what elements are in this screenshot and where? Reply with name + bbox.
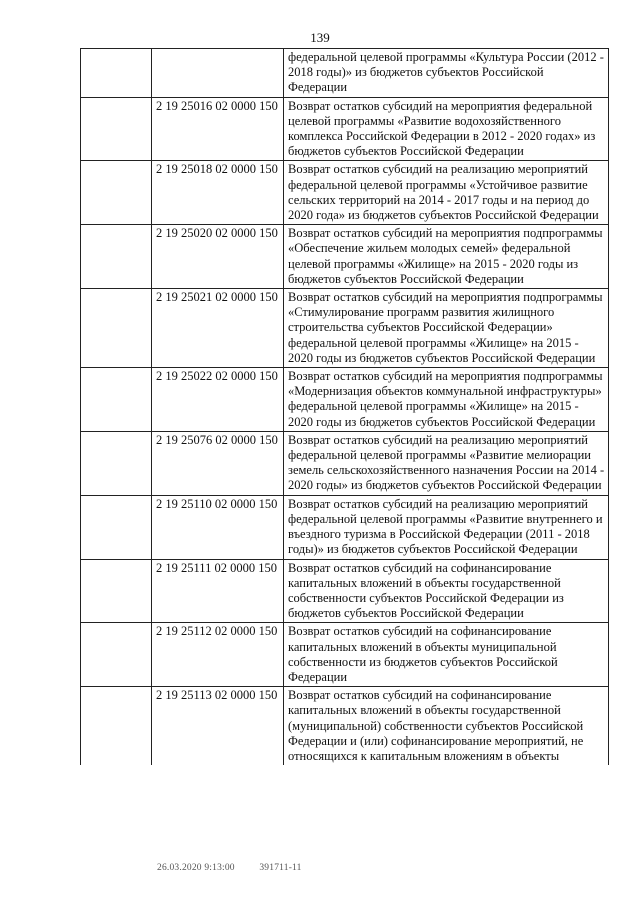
empty-cell <box>81 225 152 289</box>
table-row <box>81 289 609 368</box>
empty-cell <box>81 495 152 559</box>
description-cell: Возврат остатков субсидий на мероприятия подпрограммы «Обеспечение жильем молодых семей» федеральной целевой программы «Жилище» на 2015 - 2020 годы из бюджетов субъектов Российской Федерации <box>284 225 609 289</box>
empty-cell <box>81 49 152 98</box>
page-footer <box>157 863 324 873</box>
budget-code-cell: 2 19 25020 02 0000 150 <box>152 225 284 289</box>
table-row <box>81 559 609 623</box>
empty-cell <box>81 431 152 495</box>
description-cell: Возврат остатков субсидий на реализацию мероприятий федеральной целевой программы «Устойчивое развитие сельских территорий на 2014 - 2017 годы и на период до 2020 года» из бюджетов субъектов Российской Федерации <box>284 161 609 225</box>
description-cell: Возврат остатков субсидий на софинансирование капитальных вложений в объекты государственной собственности субъектов Российской Федерации из бюджетов субъектов Российской Федерации <box>284 559 609 623</box>
table-row <box>81 161 609 225</box>
empty-cell <box>81 289 152 368</box>
empty-cell <box>81 368 152 432</box>
table-row <box>81 623 609 687</box>
budget-code-cell: 2 19 25022 02 0000 150 <box>152 368 284 432</box>
budget-code-cell: 2 19 25076 02 0000 150 <box>152 431 284 495</box>
description-cell: Возврат остатков субсидий на софинансирование капитальных вложений в объекты муниципальной собственности из бюджетов субъектов Российской Федерации <box>284 623 609 687</box>
table-row <box>81 431 609 495</box>
description-cell: Возврат остатков субсидий на мероприятия подпрограммы «Модернизация объектов коммунальной инфраструктуры» федеральной целевой программы «Жилище» на 2015 - 2020 годы из бюджетов субъектов Российской Федерации <box>284 368 609 432</box>
description-cell: Возврат остатков субсидий на реализацию мероприятий федеральной целевой программы «Развитие мелиорации земель сельскохозяйственного назначения России на 2014 - 2020 годы» из бюджетов субъектов Российской Федерации <box>284 431 609 495</box>
budget-code-cell: 2 19 25110 02 0000 150 <box>152 495 284 559</box>
budget-code-cell: 2 19 25018 02 0000 150 <box>152 161 284 225</box>
budget-code-cell: 2 19 25112 02 0000 150 <box>152 623 284 687</box>
footer-doc-id: 391711-11 <box>259 863 302 873</box>
table-row <box>81 49 609 98</box>
budget-code-cell <box>152 49 284 98</box>
description-cell: Возврат остатков субсидий на мероприятия подпрограммы «Стимулирование программ развития жилищного строительства субъектов Российской Федерации» федеральной целевой программы «Жилище» на 2015 - 2020 годы из бюджетов субъектов Российской Федерации <box>284 289 609 368</box>
description-cell: федеральной целевой программы «Культура России (2012 - 2018 годы)» из бюджетов субъектов Российской Федерации <box>284 49 609 98</box>
table-body <box>81 49 609 766</box>
budget-code-cell: 2 19 25111 02 0000 150 <box>152 559 284 623</box>
empty-cell <box>81 97 152 161</box>
page-number: 139 <box>310 30 330 45</box>
description-cell: Возврат остатков субсидий на мероприятия федеральной целевой программы «Развитие водохозяйственного комплекса Российской Федерации в 2012 - 2020 годах» из бюджетов субъектов Российской Федерации <box>284 97 609 161</box>
table-row <box>81 225 609 289</box>
empty-cell <box>81 623 152 687</box>
table-row <box>81 495 609 559</box>
budget-codes-table <box>80 48 609 765</box>
empty-cell <box>81 559 152 623</box>
table-row <box>81 368 609 432</box>
table-row <box>81 687 609 766</box>
description-cell: Возврат остатков субсидий на реализацию мероприятий федеральной целевой программы «Развитие внутреннего и въездного туризма в Российской Федерации (2011 - 2018 годы)» из бюджетов субъектов Российской Федерации <box>284 495 609 559</box>
budget-code-cell: 2 19 25016 02 0000 150 <box>152 97 284 161</box>
empty-cell <box>81 687 152 766</box>
empty-cell <box>81 161 152 225</box>
budget-code-cell: 2 19 25113 02 0000 150 <box>152 687 284 766</box>
description-cell: Возврат остатков субсидий на софинансирование капитальных вложений в объекты государственной (муниципальной) собственности субъектов Российской Федерации и (или) софинансирование мероприятий, не относящихся к капитальным вложениям в объекты <box>284 687 609 766</box>
footer-timestamp: 26.03.2020 9:13:00 <box>157 863 235 873</box>
budget-code-cell: 2 19 25021 02 0000 150 <box>152 289 284 368</box>
table-row <box>81 97 609 161</box>
